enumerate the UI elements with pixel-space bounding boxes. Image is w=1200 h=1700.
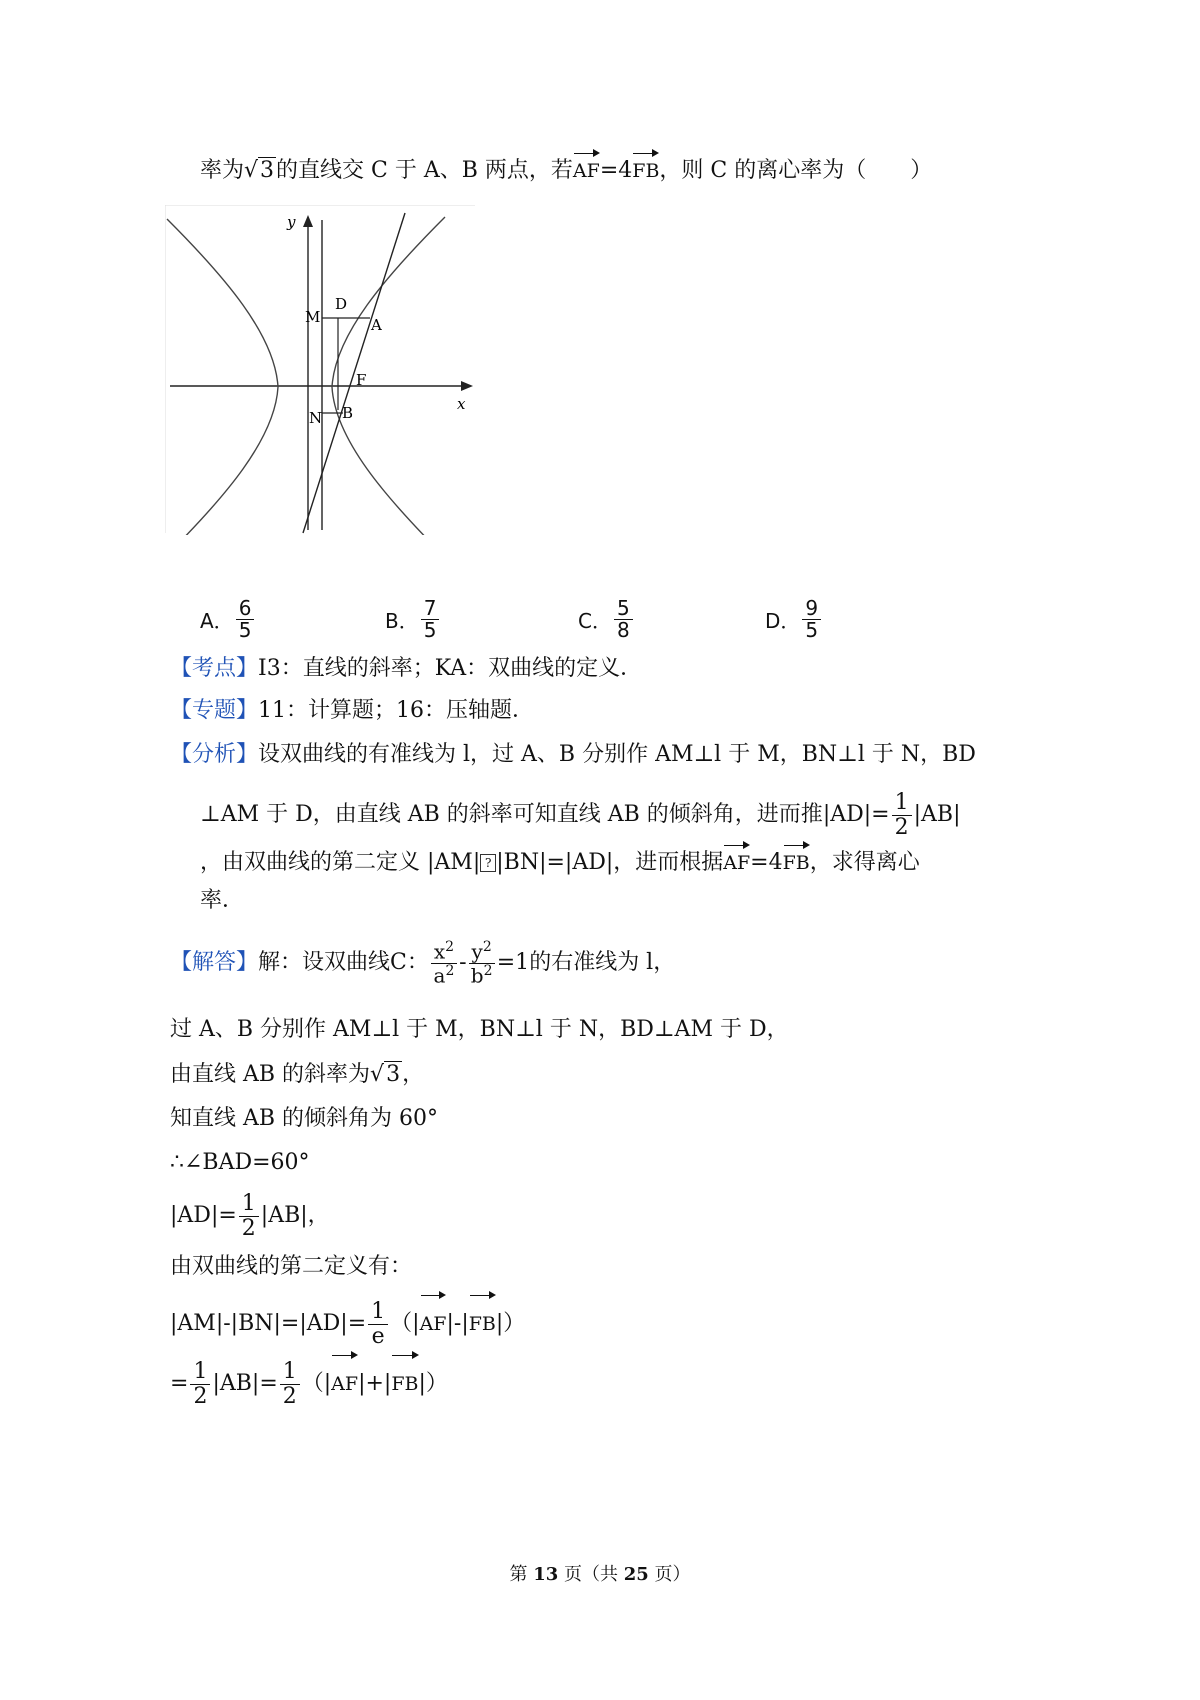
option-a-fraction <box>236 598 255 641</box>
jieda-tag: 【解答】 <box>170 950 259 975</box>
fenxi-vector-af: AF <box>723 842 750 878</box>
option-c-label: C． <box>578 609 612 633</box>
option-c-num: 5 <box>614 598 633 620</box>
jieda-line-7 <box>170 1252 412 1282</box>
footer-total-pages: 25 <box>623 1564 649 1585</box>
jieda-text1: 解：设双曲线 <box>258 950 391 975</box>
jieda-l8-vector-fb: FB <box>391 1352 418 1410</box>
jieda-l8-den-b: 2 <box>282 1383 297 1409</box>
jieda-l7-frac <box>368 1300 388 1347</box>
label-n: N <box>309 409 323 427</box>
kaodian-tag: 【考点】 <box>170 656 259 681</box>
fenxi-eq: =4 <box>750 850 783 875</box>
fenxi-ab-abs: |AB| <box>913 802 961 827</box>
option-d-label: D． <box>765 609 801 633</box>
fenxi-line3-mid: |BN|=|AD|，进而根据 <box>496 850 724 875</box>
b-exp: 2 <box>483 962 493 979</box>
label-a: A <box>371 316 382 334</box>
jieda-l7-vector-fb: FB <box>469 1292 496 1350</box>
jieda-l8-num-a: 1 <box>190 1360 210 1384</box>
x2-over-a2 <box>431 940 457 986</box>
zhuanti-text: 11：计算题；16：压轴题． <box>258 698 535 723</box>
footer-mid: 页（共 <box>558 1564 624 1585</box>
jieda-sqrt-val: 3 <box>386 1062 401 1087</box>
sqrt-symbol: √3 <box>244 158 275 183</box>
fenxi-ad-abs: |AD|= <box>822 802 890 827</box>
jieda-l4: ∴∠BAD=60° <box>170 1150 310 1175</box>
jieda-l1: 过 A、B 分别作 AM⊥l 于 M，BN⊥l 于 N，BD⊥AM 于 D， <box>170 1017 789 1042</box>
option-b-den: 5 <box>423 618 437 642</box>
jieda-l3: 知直线 AB 的倾斜角为 60° <box>170 1106 439 1131</box>
option-c-fraction <box>614 598 633 641</box>
jieda-l8-half-a <box>190 1360 210 1407</box>
jieda-l7-open: （| <box>390 1311 420 1336</box>
option-d[interactable] <box>765 598 823 641</box>
jieda-line-5 <box>170 1148 310 1178</box>
fenxi-line4-text: 率． <box>200 888 245 913</box>
jieda-l8-open: （| <box>301 1371 332 1396</box>
jieda-l8-mid: |AB|= <box>212 1371 278 1396</box>
question-line <box>200 150 932 186</box>
fenxi-line3-end: ，求得离心 <box>809 850 920 875</box>
q-text-pre: 率为 <box>200 158 245 183</box>
hyperbola-left-branch <box>167 219 278 535</box>
fenxi-line-3 <box>200 842 920 878</box>
jieda-line-8 <box>170 1292 525 1350</box>
label-m: M <box>305 308 321 326</box>
fenxi-line3-text: ，由双曲线的第二定义 |AM| <box>200 850 481 875</box>
option-b-label: B． <box>385 609 419 633</box>
option-c[interactable] <box>578 598 635 641</box>
jieda-l7-den: e <box>371 1323 385 1349</box>
x-axis-arrow-icon <box>461 381 473 391</box>
a-exp: 2 <box>445 962 455 979</box>
option-d-den: 5 <box>805 618 819 642</box>
y-var: y <box>471 939 483 964</box>
minus-sign: - <box>459 950 467 975</box>
jieda-l5-right: |AB|， <box>260 1203 330 1228</box>
jieda-line-2 <box>170 1015 789 1045</box>
jieda-line-4 <box>170 1104 438 1134</box>
q-eq: =4 <box>599 158 633 183</box>
jieda-line-3 <box>170 1060 424 1090</box>
option-b-fraction <box>421 598 440 641</box>
jieda-l7-mid: |-| <box>446 1311 469 1336</box>
jieda-l5-den: 2 <box>241 1215 256 1241</box>
q-text-post: ，则 C 的离心率为（ ） <box>659 158 933 183</box>
jieda-l5-left: |AD|= <box>170 1203 237 1228</box>
eq-one: =1 <box>496 950 530 975</box>
a-var: a <box>433 963 446 988</box>
option-a-label: A． <box>200 609 234 633</box>
fenxi-half-num: 1 <box>892 791 912 815</box>
jieda-l8-plus: |+| <box>358 1371 392 1396</box>
vector-fb: FB <box>632 150 659 186</box>
jieda-l7-num: 1 <box>368 1300 388 1324</box>
x-exp: 2 <box>445 938 455 955</box>
fenxi-line-2 <box>200 790 961 840</box>
x-var: x <box>433 939 446 964</box>
jieda-l7-close: |） <box>495 1311 526 1336</box>
option-d-num: 9 <box>802 598 821 620</box>
zhuanti-tag: 【专题】 <box>170 698 259 723</box>
option-a-den: 5 <box>238 618 252 642</box>
jieda-curve-name: C： <box>390 950 429 975</box>
jieda-l8-half-b <box>280 1360 300 1407</box>
y-exp: 2 <box>482 938 492 955</box>
sqrt-value: 3 <box>260 158 275 183</box>
jieda-l8-den-a: 2 <box>193 1383 208 1409</box>
fenxi-line-4 <box>200 886 244 916</box>
jieda-line-9 <box>170 1352 448 1410</box>
label-b: B <box>342 404 354 422</box>
hyperbola-figure <box>165 205 480 535</box>
fenxi-line-1 <box>170 740 976 770</box>
label-d: D <box>335 295 348 313</box>
jieda-l7-vector-af: AF <box>420 1292 447 1350</box>
option-a[interactable] <box>200 598 256 641</box>
line-ab <box>303 213 405 533</box>
jieda-l2-pre: 由直线 AB 的斜率为 <box>170 1062 371 1087</box>
footer-page-number: 13 <box>533 1564 559 1585</box>
jieda-l8-pre: = <box>170 1371 189 1396</box>
zhuanti-line <box>170 696 534 726</box>
label-x: x <box>457 395 466 413</box>
jieda-l5-half <box>239 1192 259 1239</box>
option-a-num: 6 <box>236 598 255 620</box>
fenxi-half-den: 2 <box>894 814 909 840</box>
jieda-l7-left: |AM|-|BN|=|AD|= <box>170 1311 367 1336</box>
b-var: b <box>470 963 484 988</box>
jieda-l2-post: ， <box>402 1062 425 1087</box>
jieda-l8-vector-af: AF <box>331 1352 358 1410</box>
jieda-l5-num: 1 <box>239 1192 259 1216</box>
option-b-num: 7 <box>421 598 440 620</box>
option-d-fraction <box>802 598 821 641</box>
kaodian-text: I3：直线的斜率；KA：双曲线的定义． <box>258 656 643 681</box>
fenxi-line2-text: ⊥AM 于 D，由直线 AB 的斜率可知直线 AB 的倾斜角，进而推 <box>200 802 823 827</box>
fenxi-line1-text: 设双曲线的有准线为 l，过 A、B 分别作 AM⊥l 于 M，BN⊥l 于 N，BD <box>258 742 976 767</box>
footer-post: 页） <box>648 1564 691 1585</box>
option-b[interactable] <box>385 598 441 641</box>
label-y: y <box>287 213 296 231</box>
missing-glyph-box: ? <box>480 854 496 872</box>
y-axis-arrow-icon <box>303 215 313 227</box>
footer-pre: 第 <box>509 1564 534 1585</box>
y2-over-b2 <box>469 940 495 986</box>
kaodian-line <box>170 654 642 684</box>
q-text-mid: 的直线交 C 于 A、B 两点，若 <box>276 158 573 183</box>
fenxi-vector-fb: FB <box>783 842 810 878</box>
jieda-l8-num-b: 1 <box>280 1360 300 1384</box>
jieda-text2: 的右准线为 l， <box>529 950 676 975</box>
jieda-line-6 <box>170 1190 330 1242</box>
fenxi-half-fraction <box>892 791 912 838</box>
label-f: F <box>356 371 367 389</box>
jieda-sqrt: √3 <box>370 1062 401 1087</box>
page-footer <box>0 1560 1200 1586</box>
jieda-l8-close: |） <box>418 1371 448 1396</box>
vector-af: AF <box>573 150 600 186</box>
jieda-line-1 <box>170 930 675 996</box>
fenxi-tag: 【分析】 <box>170 742 259 767</box>
jieda-l6: 由双曲线的第二定义有： <box>170 1254 413 1279</box>
option-c-den: 8 <box>616 618 630 642</box>
